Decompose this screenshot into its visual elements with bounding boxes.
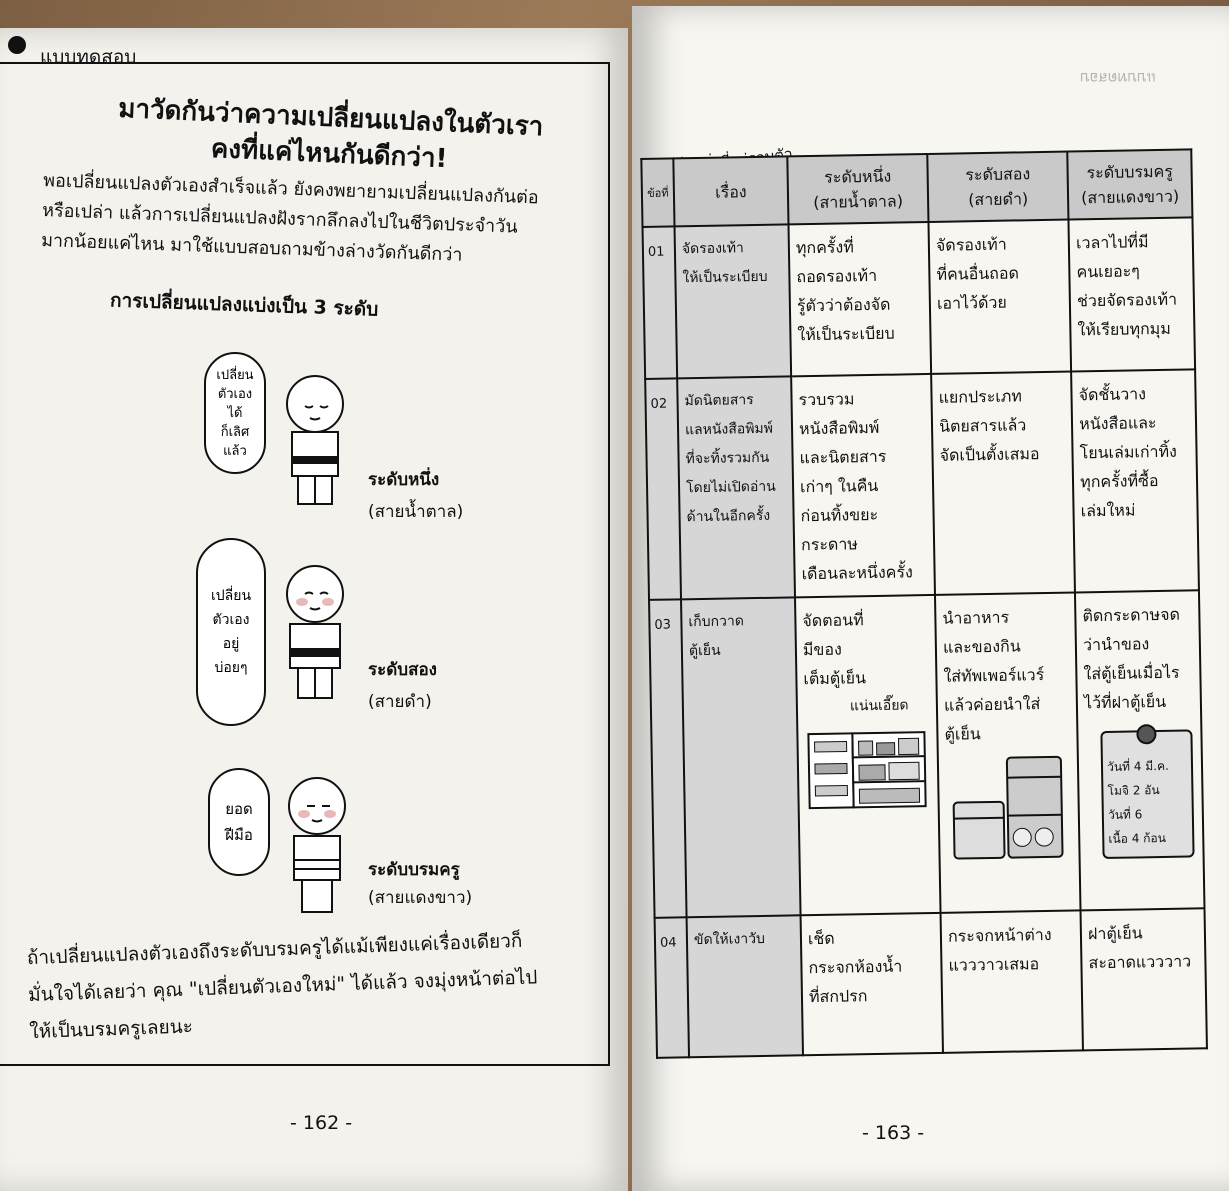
left-header: แบบทดสอบ bbox=[40, 46, 137, 68]
page-number-right: - 163 - bbox=[862, 1122, 925, 1144]
page-number-left: - 162 - bbox=[290, 1112, 353, 1134]
table-row bbox=[649, 590, 1204, 918]
row-level2: กระจกหน้าต่าง แวววาวเสมอ bbox=[941, 910, 1084, 1052]
bullet-icon bbox=[8, 36, 26, 54]
row-level2: จัดรองเท้า ที่คนอื่นถอด เอาไว้ด้วย bbox=[929, 220, 1072, 374]
row-num: 03 bbox=[649, 599, 687, 918]
row-level3: เวลาไปที่มี คนเยอะๆ ช่วยจัดรองเท้า ให้เรียบทุกมุม bbox=[1069, 217, 1195, 371]
row-level3: จัดชั้นวาง หนังสือและ โยนเล่มเก่าทิ้ง ทุกครั้งที่ซื้อ เล่มใหม่ bbox=[1071, 369, 1199, 592]
judoka-level-1-illustration bbox=[270, 372, 360, 512]
row-level1: เช็ด กระจกห้องน้ำ ที่สกปรก bbox=[801, 913, 944, 1055]
table-row bbox=[643, 217, 1196, 379]
row-level2: นำอาหาร และของกิน ใส่ทัพเพอร์แวร์ แล้วค่อยนำใส่ ตู้เย็น bbox=[942, 607, 1045, 744]
food-containers-illustration bbox=[945, 753, 1071, 865]
level-3-name: ระดับบรมครู bbox=[368, 860, 460, 880]
level-3-belt: (สายแดงขาว) bbox=[368, 888, 473, 908]
row-level2: แยกประเภท นิตยสารแล้ว จัดเป็นตั้งเสมอ bbox=[931, 372, 1075, 595]
level-2-name: ระดับสอง bbox=[368, 660, 437, 680]
speech-bubble-level-3: ยอด ฝีมือ bbox=[208, 768, 270, 876]
row-level1: จัดตอนที่ มีของ เต็มตู้เย็น bbox=[802, 610, 867, 689]
table-row bbox=[645, 369, 1199, 600]
col-header-level3: ระดับบรมครู (สายแดงขาว) bbox=[1067, 149, 1192, 219]
table-header-row bbox=[641, 149, 1192, 227]
levels-heading: การเปลี่ยนแปลงแบ่งเป็น 3 ระดับ bbox=[109, 289, 379, 321]
intro-line-1: พอเปลี่ยนแปลงตัวเองสำเร็จแล้ว ยังคงพยายามเปลี่ยนแปลงกันต่อ bbox=[42, 170, 539, 209]
row-num: 02 bbox=[645, 378, 681, 600]
note-line: โมจิ 2 อัน bbox=[1107, 783, 1160, 798]
comparison-table bbox=[640, 148, 1208, 1058]
level-1-name: ระดับหนึ่ง bbox=[368, 470, 440, 490]
note-line: วันที่ 4 มี.ค. bbox=[1107, 758, 1169, 774]
intro-line-2: หรือเปล่า แล้วการเปลี่ยนแปลงฝังรากลึกลงไปในชีวิตประจำวัน bbox=[41, 200, 518, 238]
fridge-caption: แน่นเอี๊ยด bbox=[849, 697, 909, 715]
pin-icon bbox=[1136, 724, 1156, 744]
full-fridge-illustration bbox=[804, 726, 929, 812]
table-row bbox=[655, 908, 1207, 1058]
row-topic: เก็บกวาด ตู้เย็น bbox=[681, 597, 801, 917]
level-2-belt: (สายดำ) bbox=[368, 692, 432, 712]
level-1-belt: (สายน้ำตาล) bbox=[368, 502, 464, 522]
comparison-table-container bbox=[640, 130, 1208, 1074]
intro-line-3: มากน้อยแค่ไหน มาใช้แบบสอบถามข้างล่างวัดกันดีกว่า bbox=[40, 230, 463, 266]
row-level3: ฝาตู้เย็น สะอาดแวววาว bbox=[1081, 908, 1207, 1050]
row-num: 04 bbox=[655, 917, 689, 1058]
row-level3: ติดกระดาษจด ว่านำของ ใส่ตู้เย็นเมื่อไร ไว้ที่ฝาตู้เย็น bbox=[1082, 604, 1181, 713]
row-level1-cell bbox=[795, 595, 941, 915]
row-level1: รวบรวม หนังสือพิมพ์ และนิตยสาร เก่าๆ ในคืน ก่อนทิ้งขยะ กระดาษ เดือนละหนึ่งครั้ง bbox=[791, 374, 935, 597]
outro-paragraph: ถ้าเปลี่ยนแปลงตัวเองถึงระดับบรมครูได้แม้เพียงแค่เรื่องเดียวก็ มั่นใจได้เลยว่า คุณ "เปลี่ยนตัวเองใหม่" ได้แล้ว จงมุ่งหน้าต่อไป ให้เป็นบรมครูเลยนะ bbox=[26, 929, 538, 1044]
col-header-num: ข้อที่ bbox=[641, 158, 674, 227]
col-header-topic: เรื่อง bbox=[673, 156, 788, 226]
title-line-1: มาวัดกันว่าความเปลี่ยนแปลงในตัวเรา bbox=[117, 93, 544, 143]
note-line: วันที่ 6 bbox=[1107, 807, 1143, 822]
col-header-level1: ระดับหนึ่ง (สายน้ำตาล) bbox=[787, 154, 928, 224]
reminder-note bbox=[1101, 729, 1195, 859]
row-level1: ทุกครั้งที่ ถอดรองเท้า รู้ตัวว่าต้องจัด ให้เป็นระเบียบ bbox=[788, 222, 931, 376]
note-line: เนื้อ 4 ก้อน bbox=[1108, 830, 1166, 846]
speech-bubble-level-1: เปลี่ยน ตัวเอง ได้ ก็เลิศ แล้ว bbox=[204, 352, 266, 474]
row-topic: จัดรองเท้า ให้เป็นระเบียบ bbox=[675, 224, 792, 378]
bleed-through-header: แบบทดสอบ bbox=[1080, 69, 1157, 87]
speech-bubble-level-2: เปลี่ยน ตัวเอง อยู่ บ่อยๆ bbox=[196, 538, 266, 726]
judoka-level-3-illustration bbox=[272, 772, 362, 918]
row-topic: มัดนิตยสาร แลหนังสือพิมพ์ ที่จะทิ้งรวมกัน โดยไม่เปิดอ่าน ด้านในอีกครั้ง bbox=[677, 376, 795, 599]
col-header-level2: ระดับสอง (สายดำ) bbox=[927, 152, 1068, 222]
row-level2-cell bbox=[935, 592, 1081, 912]
row-num: 01 bbox=[643, 226, 678, 379]
title-line-2: คงที่แค่ไหนกันดีกว่า! bbox=[210, 133, 449, 175]
row-topic: ขัดให้เงาวับ bbox=[687, 915, 803, 1057]
judoka-level-2-illustration bbox=[270, 560, 360, 704]
row-level3-cell bbox=[1075, 590, 1204, 910]
